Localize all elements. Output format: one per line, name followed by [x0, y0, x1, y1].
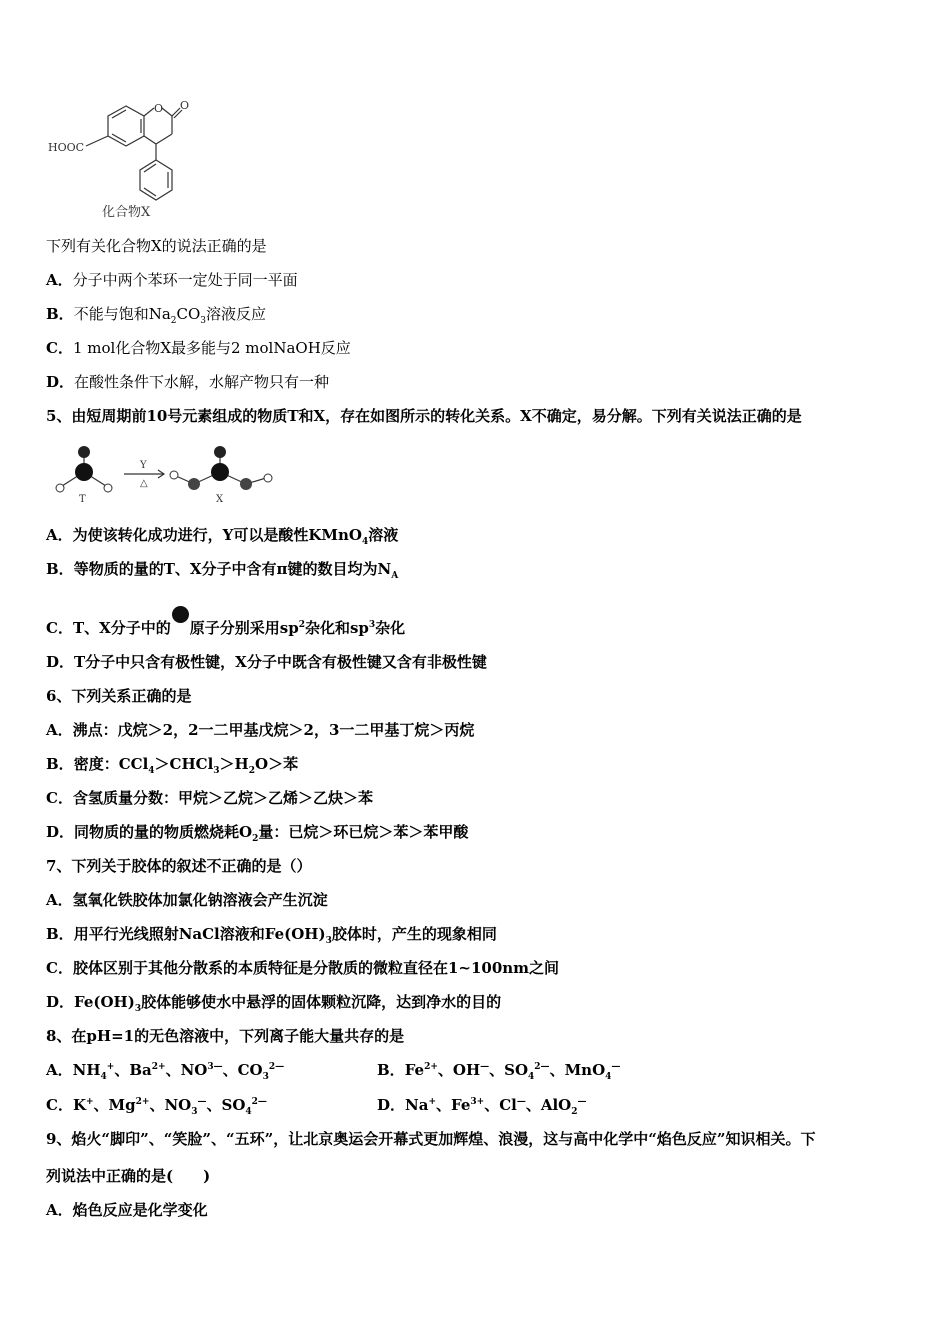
q5-option-b: B．等物质的量的T、X分子中含有π键的数目均为$N_A$ [46, 560, 399, 581]
q7-option-b: B．用平行光线照射NaCl溶液和$Fe(OH)_3$胶体时，产生的现象相同 [46, 925, 497, 946]
q5-conversion-diagram [46, 440, 286, 506]
q4-option-b: B．不能与饱和$Na_2CO_3$溶液反应 [46, 305, 267, 326]
q5-option-a: A．为使该转化成功进行，Y可以是酸性KMnO$_4$溶液 [46, 526, 399, 547]
q6-option-d: D．同物质的量的物质燃烧耗$O_2$量：已烷＞环已烷＞苯＞苯甲酸 [46, 823, 469, 844]
q7-option-c: C．胶体区别于其他分散系的本质特征是分散质的微粒直径在1~100nm之间 [46, 959, 560, 977]
q6-option-c: C．含氢质量分数：甲烷＞乙烷＞乙烯＞乙炔＞苯 [46, 789, 373, 807]
q7-stem: 7、下列关于胶体的叙述不正确的是（） [46, 857, 312, 875]
q4-option-d: D．在酸性条件下水解，水解产物只有一种 [46, 373, 330, 391]
q5-option-c: C．T、X分子中的 原子分别采用$sp^2$杂化和$sp^3$杂化 [46, 606, 405, 638]
q6-stem: 6、下列关系正确的是 [46, 687, 192, 705]
q8-option-c: C．K+、$Mg^{2+}$、$NO_3^—$、$SO_4^{2—}$ [46, 1096, 267, 1117]
q8-option-a: A．$NH_4^+$、$Ba^{2+}$、$NO^{3—}$、$CO_3^{2—}$ [46, 1061, 285, 1082]
q9-stem-line1: 9、焰火“脚印”、“笑脸”、“五环”，让北京奥运会开幕式更加辉煌、浪漫，这与高中化学中“焰色反应”知识相关。下 [46, 1130, 816, 1148]
q7-option-a: A．氢氧化铁胶体加氯化钠溶液会产生沉淀 [46, 891, 328, 909]
arrow-heat-label: △ [140, 478, 148, 489]
q5-stem: 5、由短周期前10号元素组成的物质T和X，存在如图所示的转化关系。X不确定，易分解。下列有关说法正确的是 [46, 407, 802, 425]
q7-option-d: D．$Fe(OH)_3$胶体能够使水中悬浮的固体颗粒沉降，达到净水的目的 [46, 993, 502, 1014]
carbonyl-oxygen-label: O [180, 99, 190, 112]
x-label: X [216, 494, 224, 505]
q6-option-a: A．沸点：戊烷＞2，2一二甲基戊烷＞2，3一二甲基丁烷＞丙烷 [46, 721, 475, 739]
q9-option-a: A．焰色反应是化学变化 [46, 1201, 208, 1219]
q4-option-c: C．1 mol化合物X最多能与2 molNaOH反应 [46, 339, 351, 357]
q9-stem-line2: 列说法中正确的是( ) [46, 1167, 211, 1185]
cooh-label: HOOC [48, 141, 85, 154]
q6-option-b: B．密度：$CCl_4>CHCl_3>H_2O>$苯 [46, 755, 299, 776]
q4-stem: 下列有关化合物X的说法正确的是 [46, 237, 267, 255]
t-label: T [79, 494, 86, 505]
q8-stem: 8、在pH=1的无色溶液中，下列离子能大量共存的是 [46, 1027, 405, 1045]
compound-x-structure [44, 94, 194, 222]
q8-option-d: D．Na+、$Fe^{3+}$、Cl—、AlO$_2$— [377, 1096, 587, 1117]
arrow-reagent-label: Y [140, 460, 147, 471]
figure-caption: 化合物X [102, 205, 151, 220]
ring-oxygen-label: O [154, 102, 164, 115]
q8-option-b: B．$Fe^{2+}$、OH—、$SO_4^{2—}$、MnO$_4$— [377, 1061, 621, 1082]
q4-option-a: A．分子中两个苯环一定处于同一平面 [46, 271, 298, 289]
black-atom-icon [172, 606, 189, 623]
q5-option-d: D．T分子中只含有极性键，X分子中既含有极性键又含有非极性键 [46, 653, 487, 671]
